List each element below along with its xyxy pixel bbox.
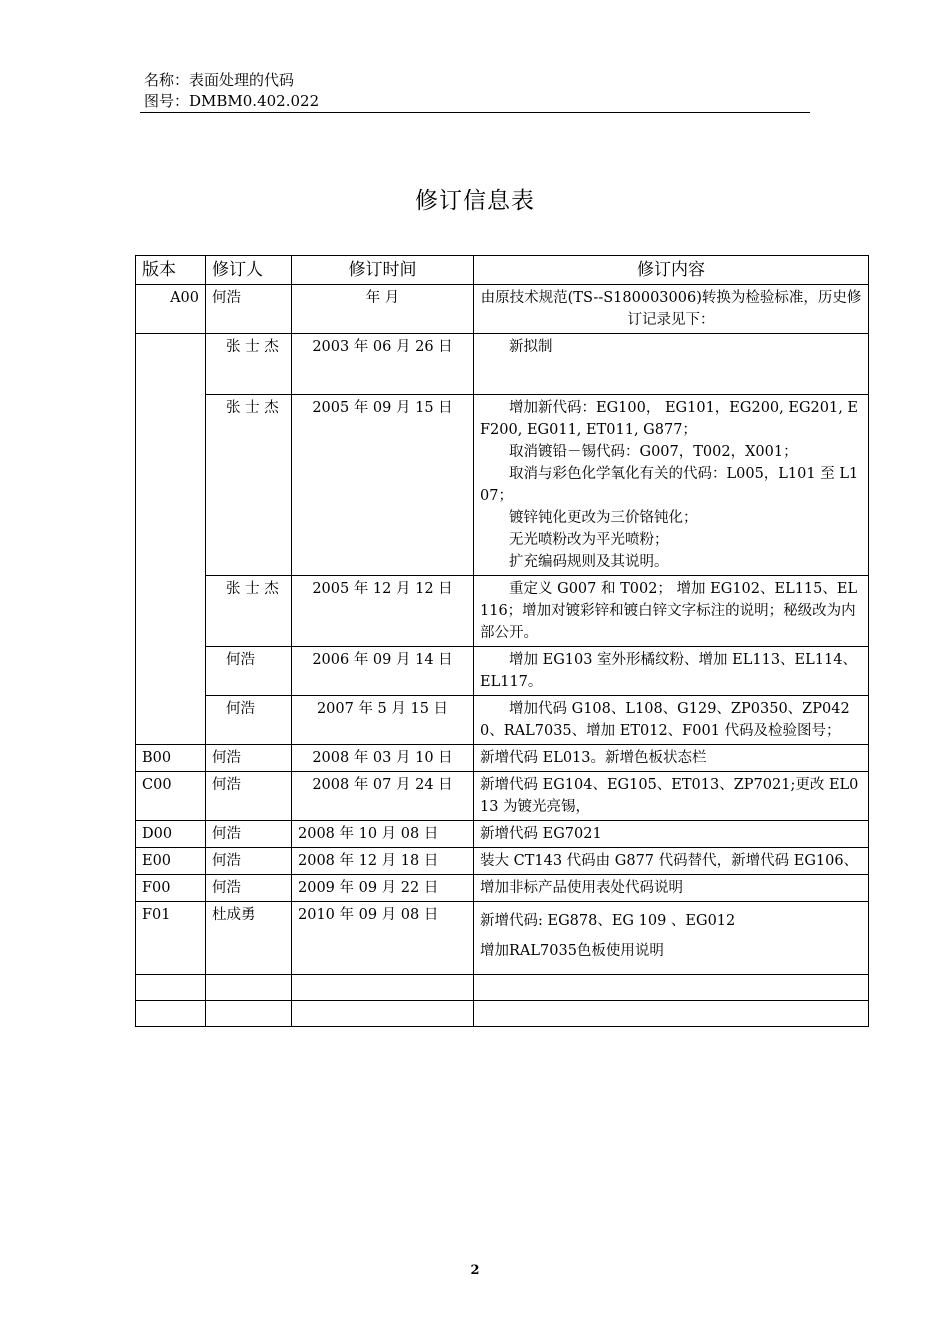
content-line: 增加 EG103 室外形橘纹粉、增加 EL113、EL114、EL117。 <box>480 652 857 690</box>
content-cell: 装大 CT143 代码由 G877 代码替代，新增代码 EG106、 <box>474 848 869 875</box>
version-cell: E00 <box>136 848 206 875</box>
content-line: 取消与彩色化学氧化有关的代码：L005，L101 至 L107； <box>480 466 859 504</box>
blank-cell <box>206 975 292 1001</box>
col-header-version: 版本 <box>136 256 206 285</box>
content-line: 新增代码: EG878、EG 109 、EG012 <box>480 913 736 929</box>
time-cell: 2005 年 09 月 15 日 <box>292 395 474 576</box>
col-header-time: 修订时间 <box>292 256 474 285</box>
reviser-cell: 何浩 <box>206 647 292 696</box>
content-line: 增加新代码：EG100， EG101，EG200, EG201, EF200, EG011, ET011, G877； <box>480 400 859 438</box>
reviser-cell: 张 士 杰 <box>206 576 292 647</box>
version-cell: F00 <box>136 875 206 902</box>
content-line: 取消镀铅－锡代码：G007，T002，X001； <box>509 444 798 460</box>
blank-cell <box>136 975 206 1001</box>
time-cell: 2008 年 12 月 18 日 <box>292 848 474 875</box>
version-cell-empty <box>136 334 206 745</box>
content-cell: 增加非标产品使用表处代码说明 <box>474 875 869 902</box>
content-cell <box>474 696 869 745</box>
drawing-number-line: 图号：DMBM0.402.022 <box>144 92 320 110</box>
table-row <box>136 285 869 334</box>
time-cell: 2010 年 09 月 08 日 <box>292 902 474 975</box>
time-cell: 2007 年 5 月 15 日 <box>292 696 474 745</box>
page-number: 2 <box>470 1263 480 1278</box>
time-cell: 2008 年 10 月 08 日 <box>292 821 474 848</box>
table-row <box>136 772 869 821</box>
time-cell: 2009 年 09 月 22 日 <box>292 875 474 902</box>
blank-cell <box>292 1001 474 1027</box>
content-cell: 新增代码 EL013。新增色板状态栏 <box>474 745 869 772</box>
time-cell: 2003 年 06 月 26 日 <box>292 334 474 395</box>
content-line: 新拟制 <box>509 339 553 355</box>
header-rule <box>140 112 810 113</box>
blank-row <box>136 1001 869 1027</box>
revision-table <box>135 255 869 1027</box>
content-cell <box>474 334 869 395</box>
time-cell: 2005 年 12 月 12 日 <box>292 576 474 647</box>
table-row <box>136 902 869 975</box>
table-row <box>136 848 869 875</box>
time-cell: 年 月 <box>292 285 474 334</box>
content-line: 无光喷粉改为平光喷粉； <box>509 532 669 548</box>
content-line: 镀锌钝化更改为三价铬钝化； <box>509 510 698 526</box>
content-cell <box>474 647 869 696</box>
reviser-cell: 何浩 <box>206 848 292 875</box>
blank-row <box>136 975 869 1001</box>
history-row <box>136 334 869 395</box>
reviser-cell: 何浩 <box>206 285 292 334</box>
reviser-cell: 何浩 <box>206 745 292 772</box>
content-cell <box>474 902 869 975</box>
time-cell: 2008 年 03 月 10 日 <box>292 745 474 772</box>
blank-cell <box>206 1001 292 1027</box>
reviser-cell: 杜成勇 <box>206 902 292 975</box>
content-cell: 新增代码 EG7021 <box>474 821 869 848</box>
reviser-cell: 何浩 <box>206 821 292 848</box>
blank-cell <box>292 975 474 1001</box>
reviser-cell: 何浩 <box>206 875 292 902</box>
blank-cell <box>136 1001 206 1027</box>
history-row <box>136 395 869 576</box>
page-title: 修订信息表 <box>415 188 535 214</box>
version-cell: F01 <box>136 902 206 975</box>
version-cell: C00 <box>136 772 206 821</box>
version-cell: A00 <box>136 285 206 334</box>
content-line: 扩充编码规则及其说明。 <box>509 554 669 570</box>
blank-cell <box>474 1001 869 1027</box>
blank-cell <box>474 975 869 1001</box>
table-row <box>136 745 869 772</box>
table-header-row <box>136 256 869 285</box>
col-header-content: 修订内容 <box>474 256 869 285</box>
content-cell <box>474 576 869 647</box>
reviser-cell: 何浩 <box>206 772 292 821</box>
content-line: 增加RAL7035色板使用说明 <box>480 943 664 959</box>
table-row <box>136 875 869 902</box>
version-cell: D00 <box>136 821 206 848</box>
content-cell <box>474 395 869 576</box>
reviser-cell: 张 士 杰 <box>206 334 292 395</box>
content-line: 重定义 G007 和 T002； 增加 EG102、EL115、EL116；增加对镀彩锌和镀白锌文字标注的说明；秘级改为内部公开。 <box>480 581 858 641</box>
version-cell: B00 <box>136 745 206 772</box>
content-cell: 由原技术规范(TS--S180003006)转换为检验标准，历史修订记录见下： <box>474 285 869 334</box>
history-row <box>136 696 869 745</box>
table-row <box>136 821 869 848</box>
reviser-cell: 张 士 杰 <box>206 395 292 576</box>
history-row <box>136 576 869 647</box>
reviser-cell: 何浩 <box>206 696 292 745</box>
content-cell: 新增代码 EG104、EG105、ET013、ZP7021;更改 EL013 为镀光亮锡， <box>474 772 869 821</box>
content-line: 增加代码 G108、L108、G129、ZP0350、ZP0420、RAL7035、增加 ET012、F001 代码及检验图号； <box>480 701 850 739</box>
doc-name-line: 名称：表面处理的代码 <box>144 71 295 89</box>
history-row <box>136 647 869 696</box>
time-cell: 2006 年 09 月 14 日 <box>292 647 474 696</box>
time-cell: 2008 年 07 月 24 日 <box>292 772 474 821</box>
col-header-reviser: 修订人 <box>206 256 292 285</box>
